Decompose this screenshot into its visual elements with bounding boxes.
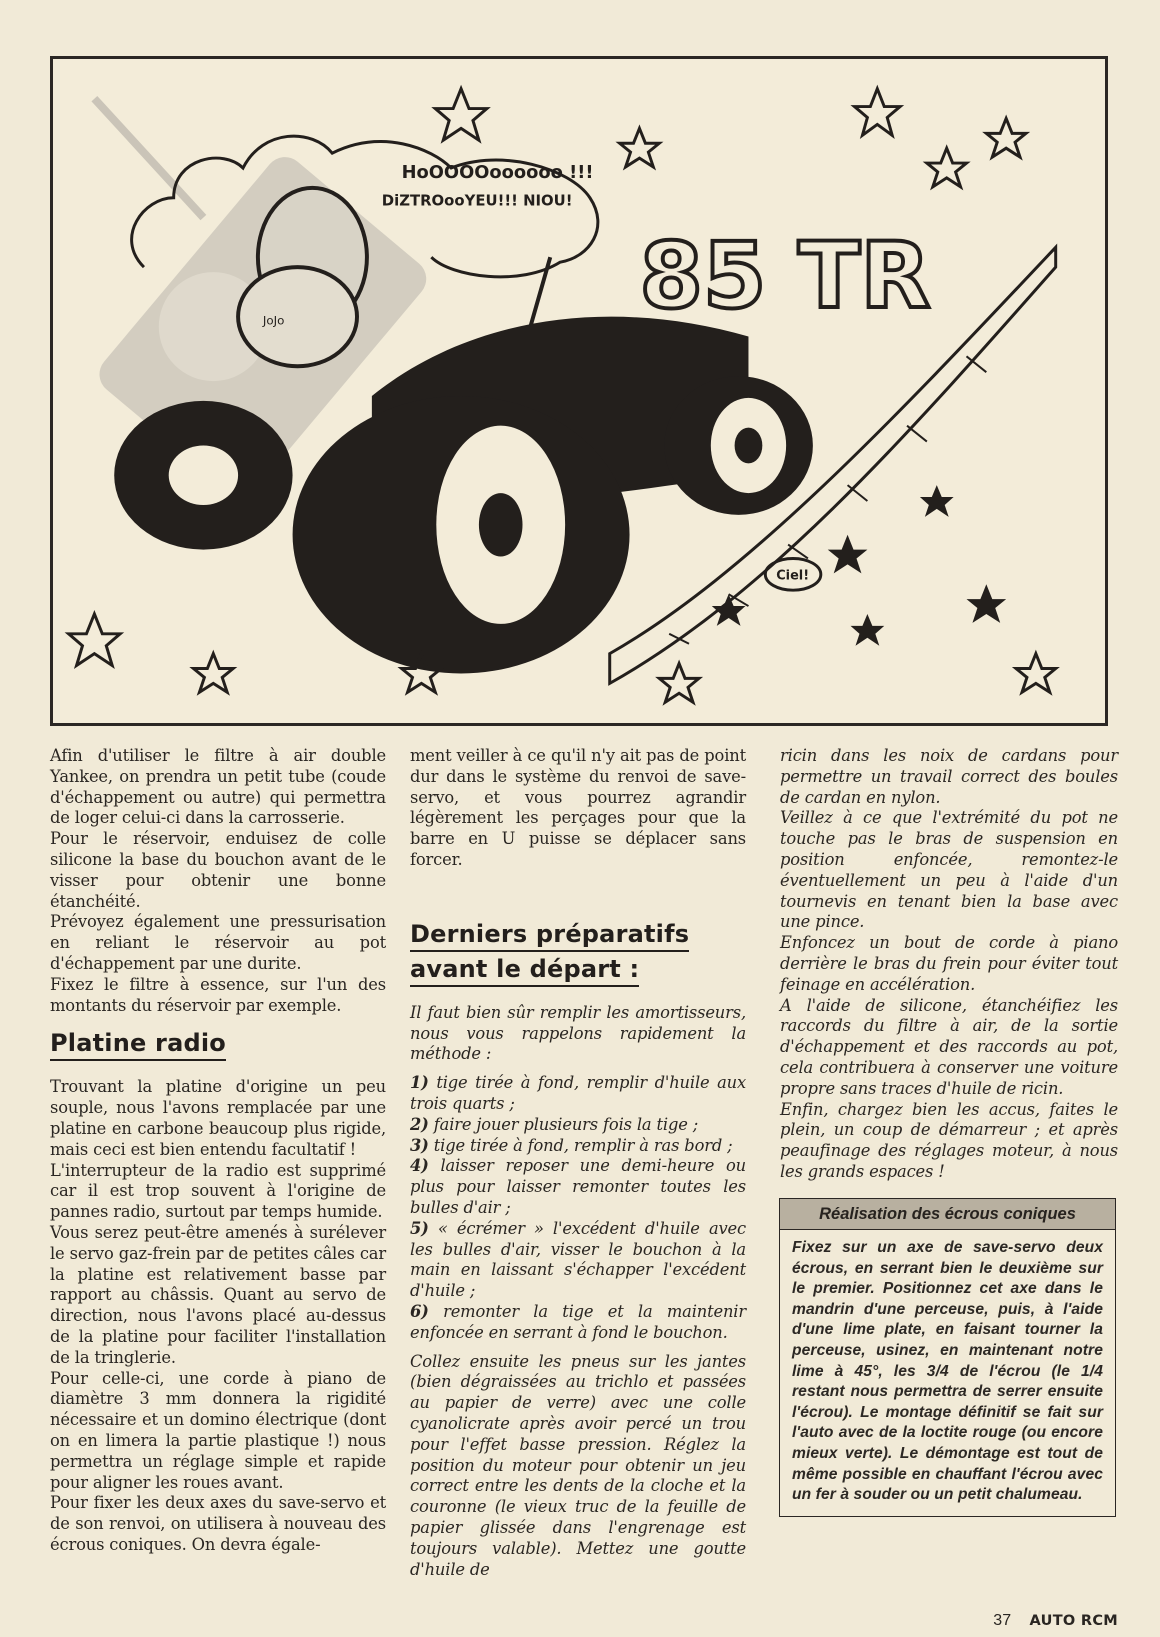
- list-item: 1) tige tirée à fond, remplir d'huile aux trois quarts ;: [410, 1073, 747, 1113]
- article-column-2: [410, 746, 746, 1580]
- article-column-1: [50, 746, 386, 1556]
- sidebar-box-ecrous-coniques: [779, 1198, 1116, 1517]
- small-bubble-text: Ciel!: [776, 568, 810, 584]
- section-heading-platine-radio: Platine radio: [50, 1028, 386, 1061]
- list-item: 6) remonter la tige et la maintenir enfoncée en serrant à fond le bouchon.: [410, 1301, 746, 1342]
- paragraph: Pour le réservoir, enduisez de colle silicone la base du bouchon avant de le visser pour obtenir une bonne étanchéité.: [50, 829, 386, 911]
- section-heading-derniers-preparatifs: Derniers préparatifs avant le départ :: [410, 919, 746, 989]
- star-icon: [1016, 654, 1056, 693]
- star-icon: [659, 664, 699, 703]
- list-item: 4) laisser reposer une demi-heure ou plus pour laisser remonter toutes les bulles d'air ;: [410, 1156, 746, 1217]
- cartoon-illustration: [50, 56, 1108, 726]
- paragraph: ment veiller à ce qu'il n'y ait pas de point dur dans le système du renvoi de save-servo, et vous pourrez agrandir légèrement les perçages pour que la barre en U puisse se déplacer sans forcer.: [410, 746, 746, 869]
- paragraph: Collez ensuite les pneus sur les jantes (bien dégraissées au trichlo et passées au papier de verre) avec une colle cyanolicrate après avoir percé un trou pour l'effet basse pression. Réglez la position du moteur pour obtenir un jeu correct entre les dents de la cloche et la couronne (le vieux truc de la feuille de papier glissée dans l'engrenage est toujours valable). Mettez une goutte d'huile de: [410, 1351, 746, 1579]
- paragraph: L'interrupteur de la radio est supprimé car il est trop souvent à l'origine de pannes radio, surtout par temps humide.: [50, 1160, 386, 1222]
- star-icon: [927, 148, 967, 187]
- paragraph: Enfin, chargez bien les accus, faites le plein, un coup de démarreur ; et après peaufinage des réglages moteur, à nous les grands espaces !: [780, 1099, 1118, 1181]
- star-icon: [69, 614, 121, 666]
- star-icon: [920, 485, 954, 517]
- page-number: 37: [993, 1612, 1012, 1629]
- star-icon: [620, 128, 660, 167]
- article-column-3: [780, 746, 1118, 1183]
- sidebar-box-body: Fixez sur un axe de save-servo deux écrous, en serrant bien le deuxième sur le premier. Positionnez cet axe dans le mandrin d'une perceuse, puis, à l'aide d'une lime plate, en faisant tourner la perceuse, usinez, en maintenant notre lime à 45°, les 3/4 de l'écrou (le 1/4 restant nous permettra de serrer ensuite l'écrou). Le montage définitif se fait sur l'auto avec de la loctite rouge (ou encore mieux verte). Le démontage est tout de même possible en chauffant l'écrou avec un fer à souder ou un petit chalumeau.: [792, 1239, 1103, 1504]
- paragraph: Veillez à ce que l'extrémité du pot ne touche pas le bras de suspension en position enfoncée, remontez-le éventuellement un peu à l'aide d'un tournevis en tenant bien la base avec une pince.: [780, 808, 1118, 932]
- paragraph: Vous serez peut-être amenés à surélever le servo gaz-frein par de petites câles car la platine est relativement basse par rapport au châssis. Quant au servo de direction, nous l'avons placé au-dessus de la platine pour faciliter l'installation de la tringlerie.: [50, 1222, 386, 1367]
- star-icon: [828, 535, 868, 574]
- paragraph: Pour fixer les deux axes du save-servo et de son renvoi, on utilisera à nouveau des écrous coniques. On devra égale-: [50, 1493, 386, 1554]
- paragraph: ricin dans les noix de cardans pour permettre un travail correct des boules de cardan en nylon.: [780, 746, 1118, 807]
- list-item: 2) faire jouer plusieurs fois la tige ;: [410, 1114, 699, 1134]
- paragraph: Afin d'utiliser le filtre à air double Yankee, on prendra un petit tube (coude d'échappement ou autre) qui permettra de loger celui-ci dans la carrosserie.: [50, 746, 386, 828]
- star-icon: [986, 118, 1026, 157]
- paragraph: Prévoyez également une pressurisation en reliant le réservoir au pot d'échappement par une durite.: [50, 912, 386, 973]
- list-item: 5) « écrémer » l'excédent d'huile avec les bulles d'air, visser le bouchon à la main en laissant s'échapper l'excédent d'huile ;: [410, 1218, 746, 1301]
- star-icon: [435, 89, 487, 141]
- paragraph: Enfoncez un bout de corde à piano derrière le bras du frein pour éviter tout feinage en accélération.: [780, 933, 1118, 994]
- star-icon: [851, 614, 885, 646]
- star-icon: [855, 89, 901, 136]
- paragraph: Pour celle-ci, une corde à piano de diamètre 3 mm donnera la rigidité nécessaire et un domino électrique (dont on en limera la partie plastique !) nous permettra un réglage simple et rapide pour aligner les roues avant.: [50, 1368, 386, 1492]
- star-icon: [712, 594, 746, 626]
- star-icon: [966, 584, 1006, 623]
- star-icon: [193, 654, 233, 693]
- magazine-name: AUTO RCM: [1029, 1613, 1118, 1629]
- list-item: 3) tige tirée à fond, remplir à ras bord ;: [410, 1135, 733, 1155]
- paragraph: A l'aide de silicone, étanchéifiez les raccords du filtre à air, de la sortie d'échappement et des raccords au pot, cela contribuera à conserver une voiture propre sans traces d'huile de ricin.: [780, 995, 1118, 1098]
- page-footer: [993, 1612, 1118, 1630]
- title-art-85tr: 85 TR: [639, 221, 931, 329]
- antenna: [530, 257, 550, 326]
- illustration-canvas: [53, 59, 1105, 723]
- paragraph: Il faut bien sûr remplir les amortisseurs, nous vous rappelons rapidement la méthode :: [410, 1002, 746, 1064]
- speech-text-2: DiZTROooYEU!!! NIOU!: [381, 191, 573, 210]
- sidebar-box-title: Réalisation des écrous coniques: [780, 1199, 1115, 1230]
- paragraph: Trouvant la platine d'origine un peu souple, nous l'avons remplacée par une platine en carbone beaucoup plus rigide, mais ceci est bien entendu facultatif !: [50, 1077, 386, 1159]
- character-label: JoJo: [262, 313, 285, 328]
- speech-text-1: HoOOOOoooooo !!!: [401, 161, 594, 183]
- paragraph: Fixez le filtre à essence, sur l'un des montants du réservoir par exemple.: [50, 974, 386, 1015]
